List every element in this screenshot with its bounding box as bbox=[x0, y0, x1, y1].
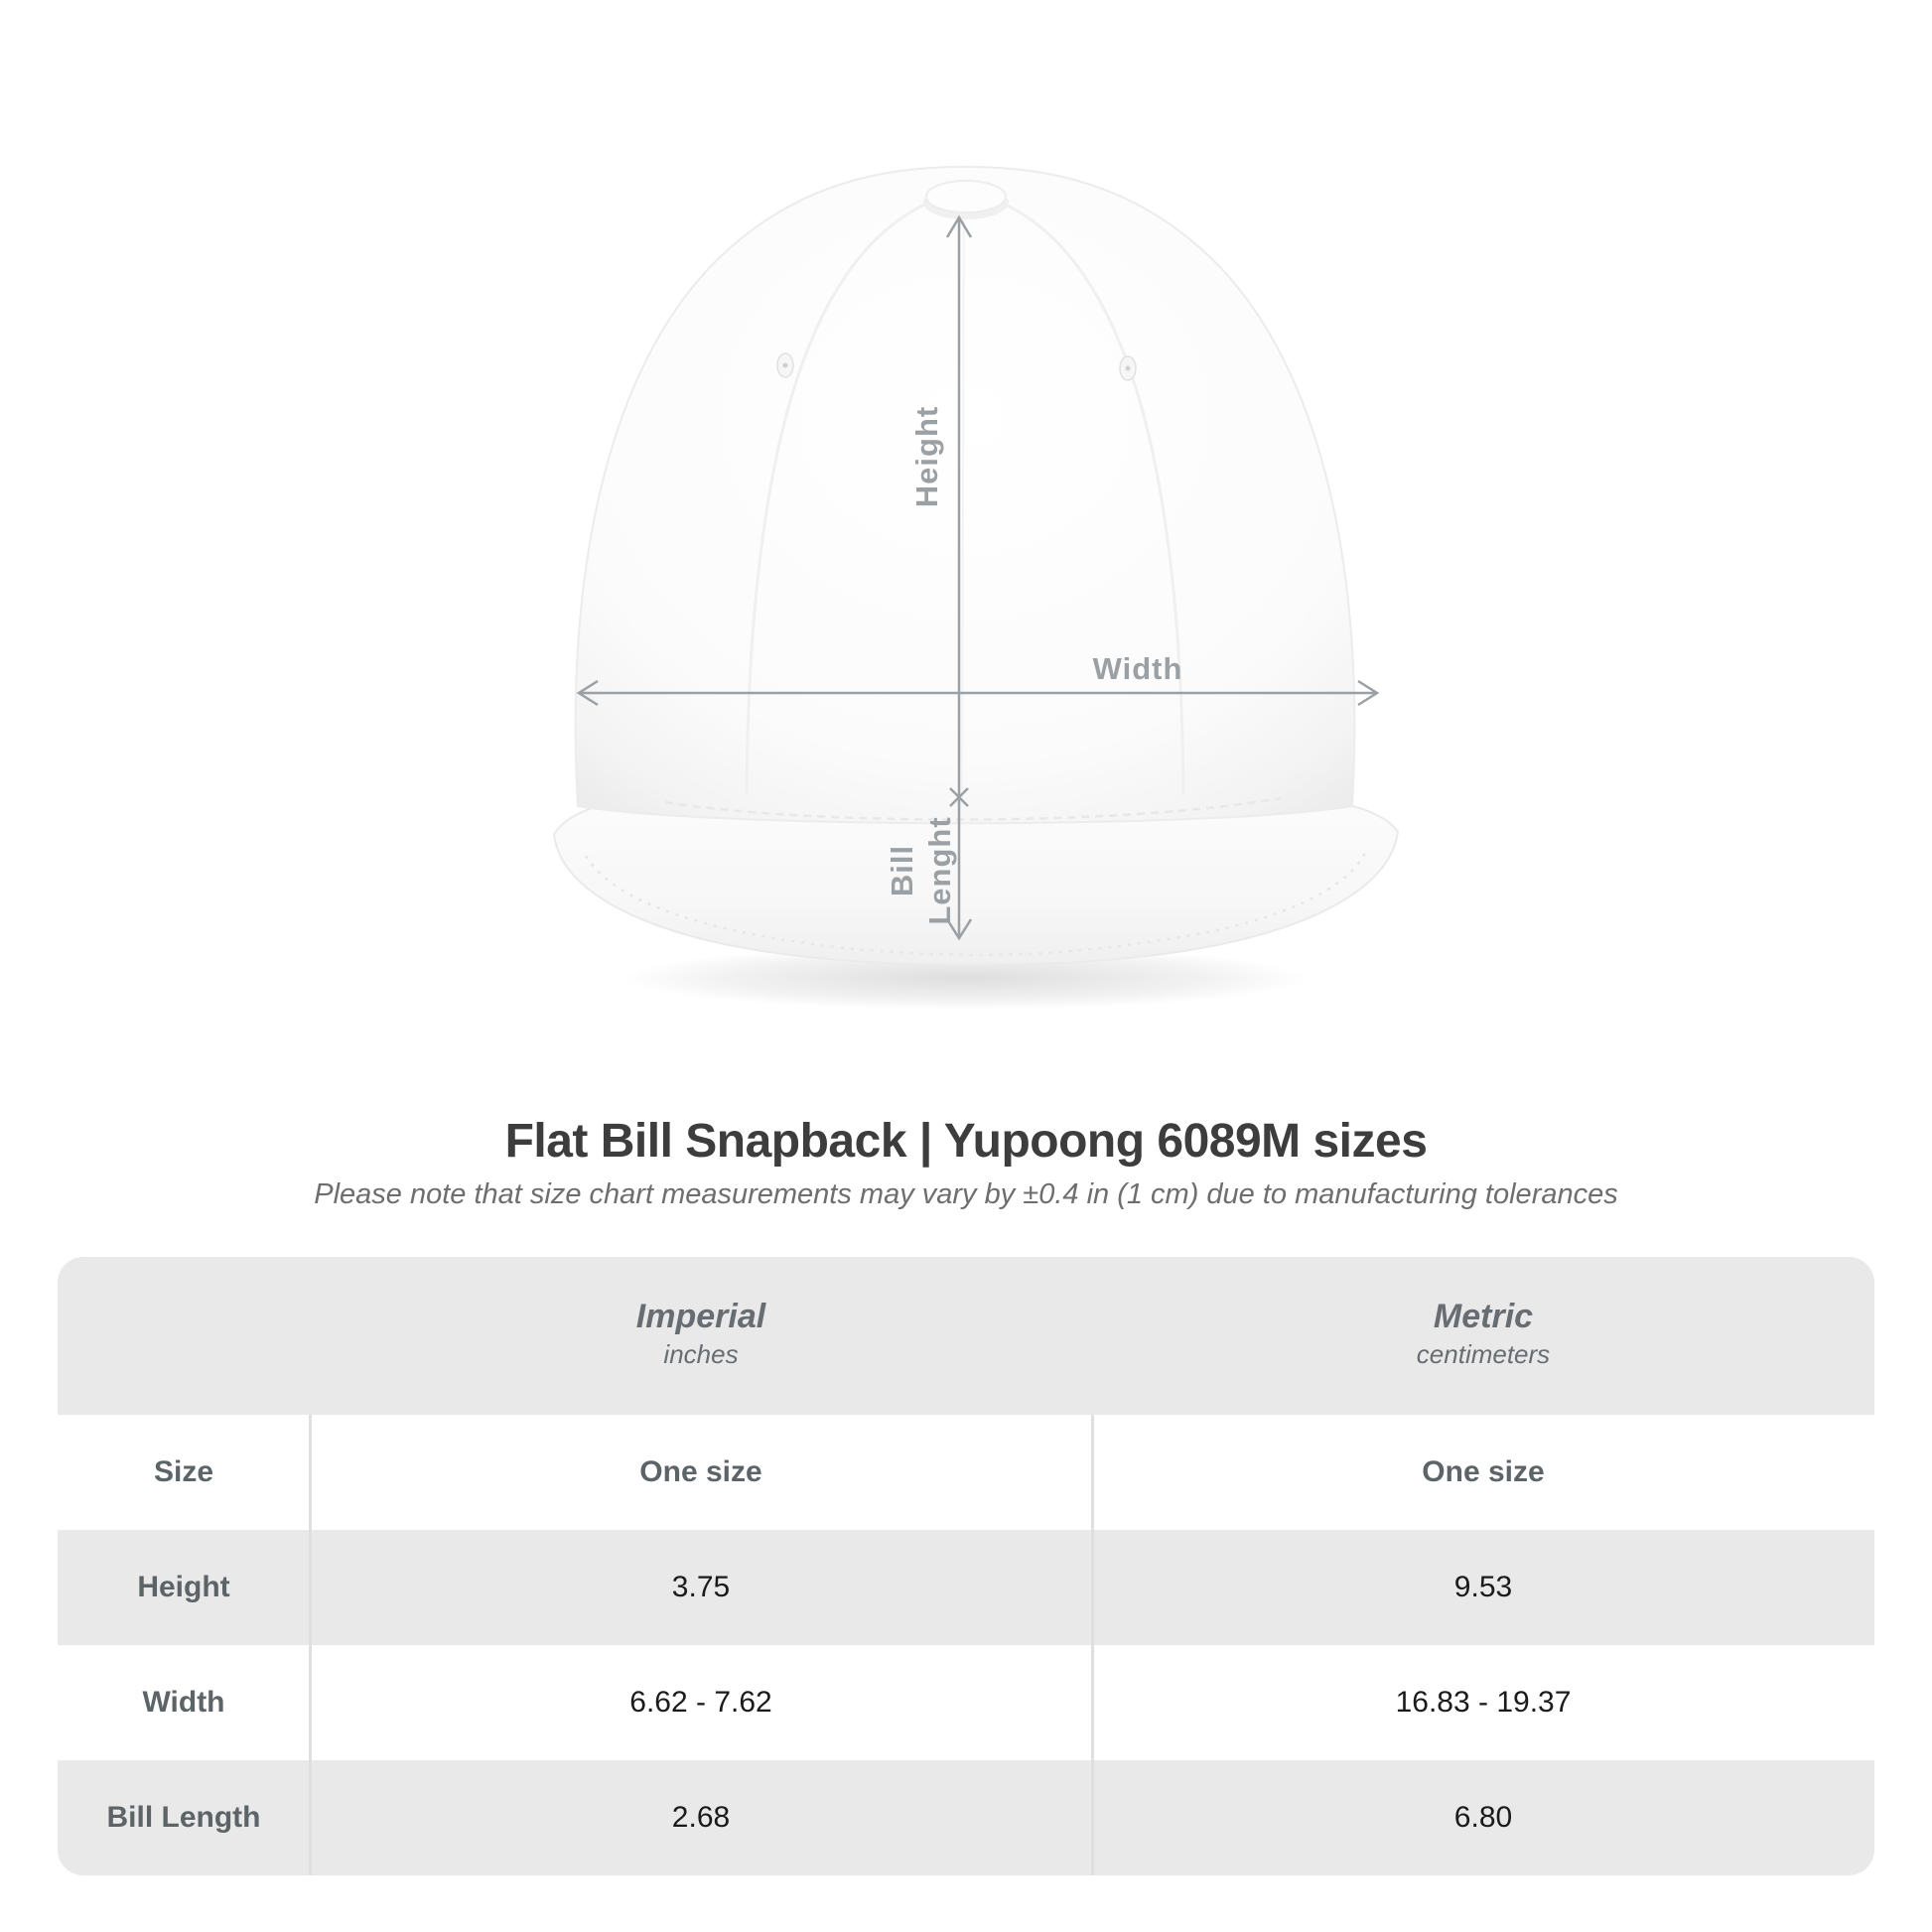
table-header bbox=[58, 1257, 1874, 1415]
table-row-height bbox=[58, 1530, 1874, 1645]
imperial-header-unit: inches bbox=[663, 1338, 739, 1369]
row-label: Height bbox=[137, 1571, 230, 1603]
metric-header-label: Metric bbox=[1433, 1297, 1534, 1335]
row-label: Width bbox=[142, 1686, 225, 1719]
heading-block bbox=[0, 1114, 1932, 1211]
page-subtitle: Please note that size chart measurements may vary by ±0.4 in (1 cm) due to manufacturing tolerances bbox=[314, 1178, 1618, 1210]
cell-metric: 16.83 - 19.37 bbox=[1395, 1686, 1572, 1719]
row-label: Bill Length bbox=[106, 1801, 261, 1834]
imperial-header-label: Imperial bbox=[635, 1297, 766, 1335]
cell-metric: 9.53 bbox=[1453, 1571, 1513, 1603]
cell-metric: 6.80 bbox=[1453, 1801, 1513, 1834]
column-header-metric bbox=[1092, 1257, 1874, 1415]
table-row-bill-length bbox=[58, 1760, 1874, 1875]
column-divider bbox=[1091, 1415, 1094, 1875]
cell-imperial: 6.62 - 7.62 bbox=[629, 1686, 772, 1719]
metric-header-unit: centimeters bbox=[1416, 1338, 1551, 1369]
eyelet-right bbox=[1120, 356, 1136, 380]
hat-crown bbox=[576, 167, 1355, 823]
width-dimension-label: Width bbox=[1092, 651, 1183, 686]
eyelet-left bbox=[777, 353, 793, 377]
table-row-size bbox=[58, 1415, 1874, 1530]
hat-illustration bbox=[516, 139, 1430, 1033]
bill-length-dimension-label-line2: Lenght bbox=[922, 816, 957, 925]
page-title: Flat Bill Snapback | Yupoong 6089M sizes bbox=[504, 1115, 1428, 1168]
column-header-imperial bbox=[310, 1257, 1092, 1415]
cell-metric: One size bbox=[1422, 1455, 1545, 1488]
bill-length-dimension-label-line1: Bill bbox=[885, 844, 919, 897]
cell-imperial: 3.75 bbox=[671, 1571, 731, 1603]
cell-imperial: 2.68 bbox=[671, 1801, 731, 1834]
table-row-width bbox=[58, 1645, 1874, 1760]
header-spacer bbox=[58, 1257, 310, 1415]
cell-imperial: One size bbox=[639, 1455, 762, 1488]
hat-button bbox=[923, 181, 1009, 219]
height-dimension-label: Height bbox=[909, 405, 944, 508]
column-divider bbox=[309, 1415, 312, 1875]
hat-figure bbox=[516, 139, 1430, 1033]
size-table bbox=[58, 1257, 1874, 1875]
table-body bbox=[58, 1415, 1874, 1875]
row-label: Size bbox=[153, 1455, 214, 1488]
